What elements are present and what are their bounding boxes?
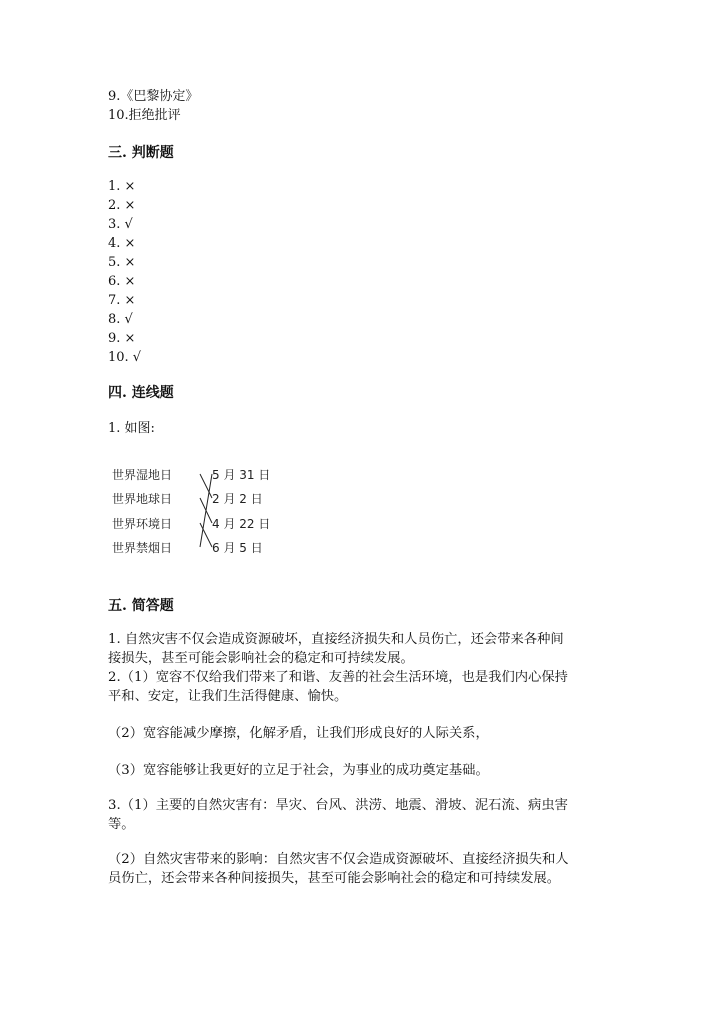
answer-2-part-1	[108, 668, 613, 706]
answer-2-part-3	[108, 761, 613, 780]
answer-line: 等。	[108, 817, 135, 832]
answer-3-part-2	[108, 850, 613, 888]
match-right-label: 2 月 2 日	[212, 492, 263, 506]
match-right-label: 5 月 31 日	[212, 468, 271, 482]
judgment-answer: 3. √	[108, 217, 133, 232]
prev-answer-10: 10.拒绝批评	[108, 108, 181, 123]
section-4-title: 四. 连线题	[108, 385, 174, 401]
judgment-answer: 9. ×	[108, 331, 136, 346]
judgment-answer: 8. √	[108, 312, 133, 327]
answer-line: （3）宽容能够让我更好的立足于社会，为事业的成功奠定基础。	[108, 763, 489, 778]
answer-2-part-2	[108, 724, 613, 743]
answer-line: （2）自然灾害带来的影响：自然灾害不仅会造成资源破坏、直接经济损失和人	[108, 852, 569, 867]
answer-line: 员伤亡，还会带来各种间接损失，甚至可能会影响社会的稳定和可持续发展。	[108, 871, 561, 886]
judgment-answer: 10. √	[108, 350, 142, 365]
answer-line: 1. 自然灾害不仅会造成资源破坏，直接经济损失和人员伤亡，还会带来各种间	[108, 632, 564, 647]
answer-line: （2）宽容能减少摩擦，化解矛盾，让我们形成良好的人际关系，	[108, 726, 489, 741]
answer-line: 2.（1）宽容不仅给我们带来了和谐、友善的社会生活环境，也是我们内心保持	[108, 670, 568, 685]
match-right-label: 6 月 5 日	[212, 541, 263, 555]
matching-intro: 1. 如图:	[108, 421, 155, 436]
answer-line: 3.（1）主要的自然灾害有：旱灾、台风、洪涝、地震、滑坡、泥石流、病虫害	[108, 798, 568, 813]
match-left-label: 世界湿地日	[112, 468, 173, 482]
judgment-answer: 6. ×	[108, 274, 136, 289]
judgment-answer: 1. ×	[108, 179, 136, 194]
match-left-label: 世界地球日	[112, 492, 173, 506]
judgment-answer: 2. ×	[108, 198, 136, 213]
judgment-answer: 4. ×	[108, 236, 136, 251]
section-3-title: 三. 判断题	[108, 145, 174, 161]
match-left-label: 世界禁烟日	[112, 541, 173, 555]
matching-diagram	[108, 462, 288, 560]
section-5-title: 五. 简答题	[108, 598, 174, 614]
answer-line: 平和、安定，让我们生活得健康、愉快。	[108, 689, 348, 704]
answer-line: 接损失，甚至可能会影响社会的稳定和可持续发展。	[108, 651, 414, 666]
match-left-label: 世界环境日	[112, 517, 173, 531]
match-right-label: 4 月 22 日	[212, 517, 271, 531]
prev-answer-9: 9.《巴黎协定》	[108, 89, 199, 104]
judgment-answer: 7. ×	[108, 293, 136, 308]
answer-1	[108, 630, 613, 668]
answer-3-part-1	[108, 796, 613, 834]
judgment-answer: 5. ×	[108, 255, 136, 270]
